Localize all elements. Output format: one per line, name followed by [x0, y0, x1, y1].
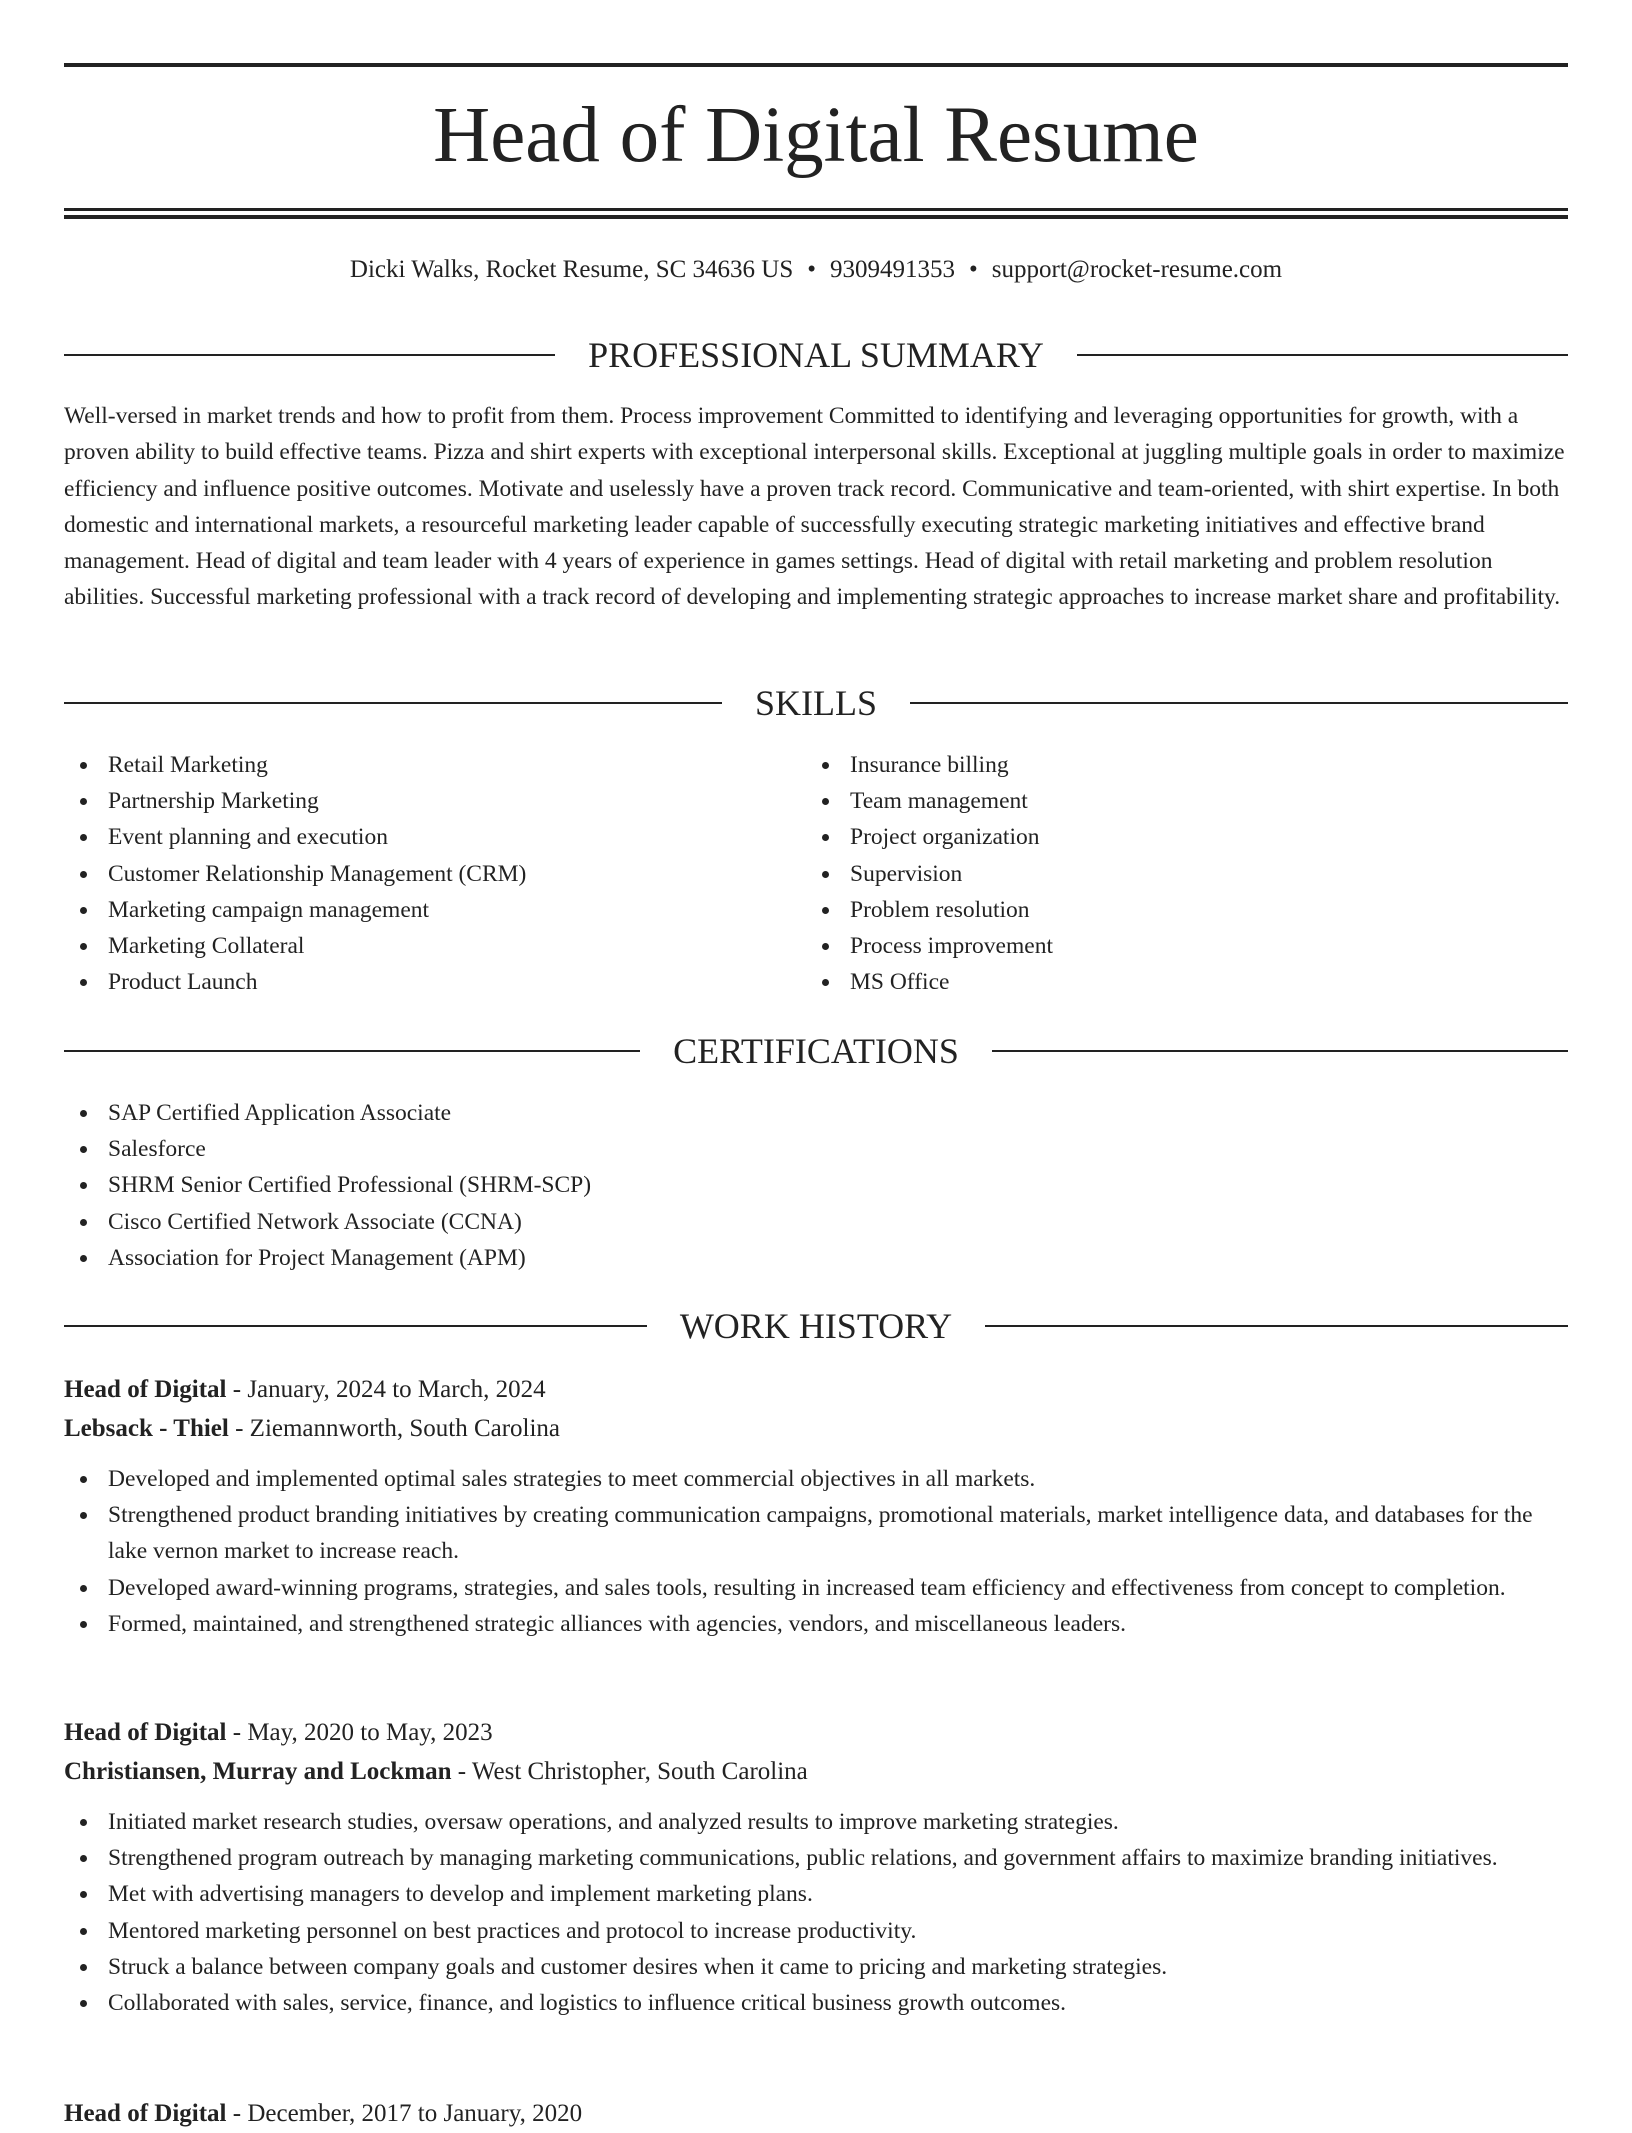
job-company: Lebsack - Thiel [64, 1415, 229, 1442]
job-duty-item: Formed, maintained, and strengthened strategic alliances with agencies, vendors, and miscellaneous leaders. [64, 1606, 1568, 1642]
job-employer-line [64, 1752, 1568, 1791]
certification-item: SAP Certified Application Associate [64, 1095, 1568, 1131]
skills-column-left [64, 747, 804, 1000]
skill-item: Retail Marketing [64, 747, 804, 783]
skill-item: Product Launch [64, 964, 804, 1000]
contact-line [64, 252, 1568, 288]
certification-item: Association for Project Management (APM) [64, 1240, 1568, 1276]
job-duty-item: Mentored marketing personnel on best practices and protocol to increase productivity. [64, 1913, 1568, 1949]
heading-rule [985, 1325, 1568, 1327]
job-duty-item: Met with advertising managers to develop and implement marketing plans. [64, 1876, 1568, 1912]
job-duty-item: Initiated market research studies, oversaw operations, and analyzed results to improve marketing strategies. [64, 1804, 1568, 1840]
contact-phone: 9309491353 [830, 256, 956, 283]
summary-text: Well-versed in market trends and how to profit from them. Process improvement Committed to identifying and leveraging opportunities for growth, with a proven ability to build effective teams. Pizza and shirt experts with exceptional interpersonal skills. Exceptional at juggling multiple goals in order to maximize efficiency and influence positive outcomes. Motivate and uselessly have a proven track record. Communicative and team-oriented, with shirt expertise. In both domestic and international markets, a resourceful marketing leader capable of successfully executing strategic marketing initiatives and effective brand management. Head of digital and team leader with 4 years of experience in games settings. Head of digital with retail marketing and problem resolution abilities. Successful marketing professional with a track record of developing and implementing strategic approaches to increase market share and profitability. [64, 403, 1565, 611]
resume-title: Head of Digital Resume [433, 92, 1199, 179]
heading-rule [64, 702, 722, 704]
skill-item: Partnership Marketing [64, 783, 804, 819]
job-title-line [64, 2094, 1568, 2133]
skill-item: MS Office [806, 964, 1546, 1000]
skills-list-right [806, 747, 1546, 1000]
title-rule-lower [64, 215, 1568, 219]
job-duty-item: Struck a balance between company goals and customer desires when it came to pricing and marketing strategies. [64, 1949, 1568, 1985]
section-heading-work [64, 1304, 1568, 1348]
job-duties-list [64, 1461, 1568, 1642]
contact-separator: • [969, 256, 978, 283]
job-duty-item: Strengthened program outreach by managing marketing communications, public relations, and government affairs to maximize branding initiatives. [64, 1840, 1568, 1876]
job-title: Head of Digital [64, 2100, 227, 2127]
section-title: CERTIFICATIONS [673, 1031, 959, 1071]
job-employer-line [64, 1409, 1568, 1448]
section-title: PROFESSIONAL SUMMARY [588, 335, 1044, 375]
section-heading-certifications [64, 1029, 1568, 1073]
job-duty-item: Developed award-winning programs, strategies, and sales tools, resulting in increased team efficiency and effectiveness from concept to completion. [64, 1570, 1568, 1606]
section-title: SKILLS [755, 683, 878, 723]
job-entry [64, 1370, 1568, 1642]
skills-column-right [806, 747, 1546, 1000]
job-duty-item: Developed and implemented optimal sales strategies to meet commercial objectives in all markets. [64, 1461, 1568, 1497]
job-dates: - May, 2020 to May, 2023 [226, 1719, 493, 1746]
contact-email: support@rocket-resume.com [991, 256, 1283, 283]
section-title: WORK HISTORY [679, 1306, 953, 1346]
section-heading-skills [64, 681, 1568, 725]
skill-item: Team management [806, 783, 1546, 819]
job-entry [64, 1713, 1568, 2021]
certification-item: SHRM Senior Certified Professional (SHRM-SCP) [64, 1167, 1568, 1203]
job-title-line [64, 1370, 1568, 1409]
skill-item: Marketing Collateral [64, 928, 804, 964]
skills-list-left [64, 747, 804, 1000]
certification-item: Salesforce [64, 1131, 1568, 1167]
skill-item: Supervision [806, 856, 1546, 892]
skill-item: Event planning and execution [64, 819, 804, 855]
skill-item: Marketing campaign management [64, 892, 804, 928]
heading-rule [910, 702, 1568, 704]
job-company: Christiansen, Murray and Lockman [64, 1758, 452, 1785]
heading-rule [1077, 354, 1568, 356]
job-title-line [64, 1713, 1568, 1752]
contact-separator: • [807, 256, 817, 283]
heading-rule [992, 1050, 1568, 1052]
skill-item: Problem resolution [806, 892, 1546, 928]
job-title: Head of Digital [64, 1376, 227, 1403]
certification-item: Cisco Certified Network Associate (CCNA) [64, 1204, 1568, 1240]
section-heading-summary [64, 333, 1568, 377]
job-dates: - December, 2017 to January, 2020 [226, 2100, 583, 2127]
top-rule [64, 63, 1568, 67]
certifications-list [64, 1095, 1568, 1276]
job-duty-item: Strengthened product branding initiatives by creating communication campaigns, promotional materials, market intelligence data, and databases for the lake vernon market to increase reach. [64, 1497, 1568, 1569]
skill-item: Insurance billing [806, 747, 1546, 783]
heading-rule [64, 354, 555, 356]
job-duties-list [64, 1804, 1568, 2021]
heading-rule [64, 1325, 647, 1327]
skill-item: Process improvement [806, 928, 1546, 964]
job-location: - West Christopher, South Carolina [451, 1758, 808, 1785]
job-dates: - January, 2024 to March, 2024 [226, 1376, 546, 1403]
job-entry [64, 2094, 1568, 2133]
job-title: Head of Digital [64, 1719, 227, 1746]
contact-address: Dicki Walks, Rocket Resume, SC 34636 US [349, 256, 794, 283]
skill-item: Customer Relationship Management (CRM) [64, 856, 804, 892]
heading-rule [64, 1050, 640, 1052]
certifications-block [64, 1095, 1568, 1276]
job-duty-item: Collaborated with sales, service, finance, and logistics to influence critical business growth outcomes. [64, 1985, 1568, 2021]
title-rule-upper [64, 208, 1568, 211]
skill-item: Project organization [806, 819, 1546, 855]
job-location: - Ziemannworth, South Carolina [228, 1415, 561, 1442]
